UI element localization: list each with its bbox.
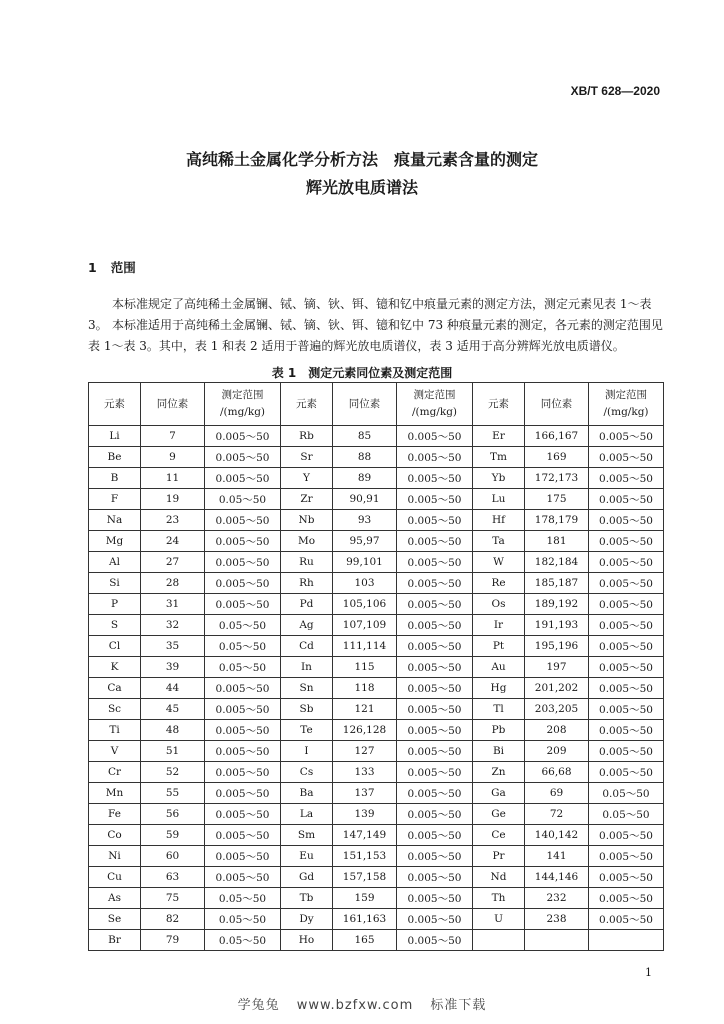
cell-element: Co <box>89 825 141 846</box>
cell-range: 0.005～50 <box>397 720 473 741</box>
footer <box>0 994 724 1013</box>
header-range <box>205 383 281 426</box>
cell-isotope: 93 <box>333 510 397 531</box>
cell-range: 0.05～50 <box>589 804 664 825</box>
header-range-label: 测定范围 <box>413 389 456 401</box>
cell-range: 0.005～50 <box>397 867 473 888</box>
table-header-row <box>89 383 664 426</box>
header-range <box>589 383 664 426</box>
cell-isotope: 191,193 <box>525 615 589 636</box>
standard-code: XB/T 628—2020 <box>570 84 660 98</box>
cell-element: Ca <box>89 678 141 699</box>
cell-isotope: 238 <box>525 909 589 930</box>
cell-element: Ru <box>281 552 333 573</box>
cell-isotope: 72 <box>525 804 589 825</box>
header-element: 元素 <box>281 383 333 426</box>
cell-element: Mo <box>281 531 333 552</box>
cell-element: Au <box>473 657 525 678</box>
cell-element: Se <box>89 909 141 930</box>
table-row <box>89 489 664 510</box>
cell-range: 0.005～50 <box>205 867 281 888</box>
cell-range: 0.005～50 <box>397 552 473 573</box>
cell-range: 0.005～50 <box>397 510 473 531</box>
cell-range: 0.005～50 <box>397 594 473 615</box>
cell-range: 0.005～50 <box>589 636 664 657</box>
cell-range: 0.005～50 <box>589 510 664 531</box>
cell-range <box>589 930 664 951</box>
cell-isotope: 169 <box>525 447 589 468</box>
cell-isotope: 44 <box>141 678 205 699</box>
cell-isotope: 189,192 <box>525 594 589 615</box>
cell-element: Ho <box>281 930 333 951</box>
cell-range: 0.005～50 <box>205 426 281 447</box>
cell-isotope: 133 <box>333 762 397 783</box>
cell-isotope: 99,101 <box>333 552 397 573</box>
cell-isotope: 48 <box>141 720 205 741</box>
cell-isotope: 157,158 <box>333 867 397 888</box>
cell-isotope: 175 <box>525 489 589 510</box>
header-element: 元素 <box>473 383 525 426</box>
cell-isotope: 165 <box>333 930 397 951</box>
table-row <box>89 552 664 573</box>
cell-isotope: 126,128 <box>333 720 397 741</box>
cell-isotope: 107,109 <box>333 615 397 636</box>
cell-element: Tm <box>473 447 525 468</box>
cell-element: Cd <box>281 636 333 657</box>
cell-isotope: 105,106 <box>333 594 397 615</box>
table-row <box>89 930 664 951</box>
cell-element: Sm <box>281 825 333 846</box>
table-row <box>89 615 664 636</box>
cell-range: 0.005～50 <box>397 846 473 867</box>
cell-range: 0.005～50 <box>397 762 473 783</box>
cell-element: Eu <box>281 846 333 867</box>
cell-isotope: 139 <box>333 804 397 825</box>
cell-element: La <box>281 804 333 825</box>
cell-element: Sn <box>281 678 333 699</box>
cell-range: 0.05～50 <box>205 657 281 678</box>
cell-range: 0.005～50 <box>397 447 473 468</box>
cell-range: 0.005～50 <box>589 615 664 636</box>
cell-element: Ge <box>473 804 525 825</box>
cell-isotope: 55 <box>141 783 205 804</box>
cell-element: Th <box>473 888 525 909</box>
cell-isotope: 89 <box>333 468 397 489</box>
cell-element: Sr <box>281 447 333 468</box>
cell-element: Pd <box>281 594 333 615</box>
cell-range: 0.005～50 <box>589 531 664 552</box>
cell-range: 0.005～50 <box>205 594 281 615</box>
table-row <box>89 888 664 909</box>
footer-slogan: 标准下载 <box>430 998 487 1013</box>
cell-element: Mn <box>89 783 141 804</box>
cell-isotope: 32 <box>141 615 205 636</box>
cell-range: 0.005～50 <box>205 699 281 720</box>
cell-element: Na <box>89 510 141 531</box>
cell-element: F <box>89 489 141 510</box>
element-table <box>88 382 664 951</box>
cell-isotope: 141 <box>525 846 589 867</box>
cell-element: W <box>473 552 525 573</box>
cell-isotope: 75 <box>141 888 205 909</box>
table-row <box>89 783 664 804</box>
cell-range: 0.005～50 <box>205 762 281 783</box>
cell-range: 0.005～50 <box>589 657 664 678</box>
cell-element: Cr <box>89 762 141 783</box>
cell-range: 0.005～50 <box>205 825 281 846</box>
cell-element: Ti <box>89 720 141 741</box>
cell-range: 0.005～50 <box>205 447 281 468</box>
cell-isotope: 63 <box>141 867 205 888</box>
cell-range: 0.005～50 <box>205 846 281 867</box>
section-heading <box>88 258 136 276</box>
cell-isotope: 90,91 <box>333 489 397 510</box>
cell-isotope: 19 <box>141 489 205 510</box>
cell-isotope: 140,142 <box>525 825 589 846</box>
cell-element: Nb <box>281 510 333 531</box>
cell-range: 0.005～50 <box>589 678 664 699</box>
cell-element: Si <box>89 573 141 594</box>
cell-range: 0.005～50 <box>397 636 473 657</box>
cell-isotope: 88 <box>333 447 397 468</box>
cell-element: Fe <box>89 804 141 825</box>
table-row <box>89 678 664 699</box>
cell-element: In <box>281 657 333 678</box>
cell-element: Re <box>473 573 525 594</box>
table-body <box>89 426 664 951</box>
header-range-label: 测定范围 <box>221 389 264 401</box>
cell-range: 0.005～50 <box>205 552 281 573</box>
cell-element: Zr <box>281 489 333 510</box>
cell-range: 0.005～50 <box>205 468 281 489</box>
cell-range: 0.005～50 <box>397 909 473 930</box>
cell-range: 0.005～50 <box>589 909 664 930</box>
cell-element: Cu <box>89 867 141 888</box>
cell-element: Hg <box>473 678 525 699</box>
table-row <box>89 657 664 678</box>
cell-range: 0.005～50 <box>589 426 664 447</box>
cell-range: 0.005～50 <box>589 552 664 573</box>
cell-element: Tl <box>473 699 525 720</box>
table-row <box>89 804 664 825</box>
cell-range: 0.005～50 <box>397 930 473 951</box>
cell-isotope: 209 <box>525 741 589 762</box>
header-isotope: 同位素 <box>525 383 589 426</box>
header-range-label: 测定范围 <box>605 389 647 401</box>
cell-isotope: 181 <box>525 531 589 552</box>
cell-range: 0.05～50 <box>205 489 281 510</box>
cell-isotope: 59 <box>141 825 205 846</box>
header-range-unit: /(mg/kg) <box>219 406 266 418</box>
cell-range: 0.005～50 <box>205 573 281 594</box>
cell-isotope: 197 <box>525 657 589 678</box>
table-row <box>89 510 664 531</box>
cell-element: S <box>89 615 141 636</box>
cell-isotope: 95,97 <box>333 531 397 552</box>
cell-isotope: 35 <box>141 636 205 657</box>
cell-range: 0.005～50 <box>589 594 664 615</box>
cell-isotope: 28 <box>141 573 205 594</box>
cell-range: 0.005～50 <box>589 447 664 468</box>
cell-range: 0.005～50 <box>589 888 664 909</box>
cell-isotope: 127 <box>333 741 397 762</box>
cell-isotope: 185,187 <box>525 573 589 594</box>
cell-element <box>473 930 525 951</box>
table-row <box>89 741 664 762</box>
cell-element: Al <box>89 552 141 573</box>
cell-isotope: 52 <box>141 762 205 783</box>
cell-range: 0.005～50 <box>589 867 664 888</box>
cell-range: 0.005～50 <box>205 741 281 762</box>
cell-isotope: 27 <box>141 552 205 573</box>
table-row <box>89 762 664 783</box>
cell-range: 0.05～50 <box>205 909 281 930</box>
cell-isotope: 9 <box>141 447 205 468</box>
cell-isotope: 56 <box>141 804 205 825</box>
cell-isotope: 39 <box>141 657 205 678</box>
cell-element: Ta <box>473 531 525 552</box>
cell-range: 0.005～50 <box>397 468 473 489</box>
cell-isotope: 66,68 <box>525 762 589 783</box>
cell-element: Te <box>281 720 333 741</box>
cell-isotope: 103 <box>333 573 397 594</box>
cell-element: V <box>89 741 141 762</box>
cell-range: 0.005～50 <box>589 468 664 489</box>
cell-element: P <box>89 594 141 615</box>
cell-isotope: 178,179 <box>525 510 589 531</box>
cell-range: 0.005～50 <box>397 531 473 552</box>
cell-element: Cs <box>281 762 333 783</box>
cell-range: 0.05～50 <box>205 930 281 951</box>
table-row <box>89 720 664 741</box>
cell-element: Lu <box>473 489 525 510</box>
cell-element: Pt <box>473 636 525 657</box>
table-row <box>89 636 664 657</box>
cell-element: Nd <box>473 867 525 888</box>
cell-element: Mg <box>89 531 141 552</box>
cell-isotope: 23 <box>141 510 205 531</box>
header-range-unit: /(mg/kg) <box>411 406 458 418</box>
cell-range: 0.005～50 <box>205 678 281 699</box>
cell-element: Tb <box>281 888 333 909</box>
cell-range: 0.005～50 <box>589 573 664 594</box>
cell-element: K <box>89 657 141 678</box>
table-row <box>89 867 664 888</box>
cell-isotope: 232 <box>525 888 589 909</box>
section-title: 范围 <box>110 260 136 275</box>
cell-range: 0.005～50 <box>589 741 664 762</box>
cell-isotope: 166,167 <box>525 426 589 447</box>
cell-range: 0.005～50 <box>397 699 473 720</box>
cell-range: 0.005～50 <box>397 783 473 804</box>
cell-isotope: 182,184 <box>525 552 589 573</box>
cell-range: 0.005～50 <box>589 489 664 510</box>
cell-isotope: 137 <box>333 783 397 804</box>
cell-element: Ag <box>281 615 333 636</box>
cell-element: Ni <box>89 846 141 867</box>
cell-element: Gd <box>281 867 333 888</box>
cell-element: Br <box>89 930 141 951</box>
document-title <box>0 146 724 202</box>
cell-isotope: 172,173 <box>525 468 589 489</box>
cell-range: 0.005～50 <box>205 510 281 531</box>
title-line-1: 高纯稀土金属化学分析方法 痕量元素含量的测定 <box>185 150 538 169</box>
cell-isotope: 161,163 <box>333 909 397 930</box>
cell-element: Bi <box>473 741 525 762</box>
cell-element: Dy <box>281 909 333 930</box>
cell-range: 0.005～50 <box>397 657 473 678</box>
cell-range: 0.005～50 <box>397 804 473 825</box>
cell-isotope: 121 <box>333 699 397 720</box>
cell-element: Cl <box>89 636 141 657</box>
table-row <box>89 447 664 468</box>
cell-element: Rh <box>281 573 333 594</box>
cell-range: 0.005～50 <box>589 846 664 867</box>
cell-element: Be <box>89 447 141 468</box>
cell-range: 0.005～50 <box>205 720 281 741</box>
cell-range: 0.005～50 <box>397 888 473 909</box>
cell-isotope: 60 <box>141 846 205 867</box>
scope-paragraph-1: 本标准规定了高纯稀土金属镧、铽、镝、钬、铒、镱和钇中痕量元素的测定方法，测定元素见表 1～表 3。 <box>88 297 652 332</box>
cell-isotope: 201,202 <box>525 678 589 699</box>
cell-range: 0.05～50 <box>205 615 281 636</box>
cell-isotope: 115 <box>333 657 397 678</box>
cell-range: 0.005～50 <box>397 825 473 846</box>
table-row <box>89 531 664 552</box>
cell-range: 0.005～50 <box>397 678 473 699</box>
cell-range: 0.05～50 <box>205 636 281 657</box>
table-row <box>89 594 664 615</box>
header-range <box>397 383 473 426</box>
title-line-2: 辉光放电质谱法 <box>305 178 418 197</box>
cell-isotope: 51 <box>141 741 205 762</box>
cell-range: 0.005～50 <box>205 531 281 552</box>
cell-element: Ba <box>281 783 333 804</box>
cell-element: Pr <box>473 846 525 867</box>
cell-range: 0.005～50 <box>397 615 473 636</box>
table-caption: 表 1 测定元素同位素及测定范围 <box>271 366 453 380</box>
cell-isotope: 11 <box>141 468 205 489</box>
cell-isotope: 159 <box>333 888 397 909</box>
cell-isotope: 85 <box>333 426 397 447</box>
cell-element: Ga <box>473 783 525 804</box>
header-isotope: 同位素 <box>333 383 397 426</box>
cell-element: Yb <box>473 468 525 489</box>
cell-isotope: 45 <box>141 699 205 720</box>
cell-range: 0.005～50 <box>589 825 664 846</box>
cell-element: I <box>281 741 333 762</box>
table-row <box>89 846 664 867</box>
cell-isotope: 208 <box>525 720 589 741</box>
cell-isotope: 203,205 <box>525 699 589 720</box>
cell-element: Ce <box>473 825 525 846</box>
cell-element: Ir <box>473 615 525 636</box>
cell-isotope: 82 <box>141 909 205 930</box>
cell-element: Li <box>89 426 141 447</box>
cell-range: 0.005～50 <box>589 720 664 741</box>
section-number: 1 <box>88 260 97 275</box>
table-row <box>89 699 664 720</box>
cell-range: 0.005～50 <box>397 489 473 510</box>
cell-element: Sb <box>281 699 333 720</box>
cell-element: Y <box>281 468 333 489</box>
cell-isotope: 151,153 <box>333 846 397 867</box>
cell-isotope: 144,146 <box>525 867 589 888</box>
cell-isotope: 79 <box>141 930 205 951</box>
cell-isotope: 147,149 <box>333 825 397 846</box>
page-number: 1 <box>645 966 652 979</box>
cell-element: Sc <box>89 699 141 720</box>
cell-range: 0.005～50 <box>205 783 281 804</box>
cell-element: Pb <box>473 720 525 741</box>
cell-range: 0.05～50 <box>589 783 664 804</box>
table-row <box>89 468 664 489</box>
cell-range: 0.005～50 <box>589 699 664 720</box>
cell-range: 0.005～50 <box>589 762 664 783</box>
cell-isotope: 24 <box>141 531 205 552</box>
cell-element: B <box>89 468 141 489</box>
cell-element: As <box>89 888 141 909</box>
cell-isotope <box>525 930 589 951</box>
cell-element: Hf <box>473 510 525 531</box>
table-row <box>89 909 664 930</box>
cell-isotope: 69 <box>525 783 589 804</box>
table-row <box>89 426 664 447</box>
cell-isotope: 7 <box>141 426 205 447</box>
table-row <box>89 573 664 594</box>
footer-site-name: 学兔兔 <box>237 998 280 1013</box>
cell-isotope: 195,196 <box>525 636 589 657</box>
cell-isotope: 111,114 <box>333 636 397 657</box>
header-isotope: 同位素 <box>141 383 205 426</box>
footer-url[interactable]: www.bzfxw.com <box>296 998 414 1013</box>
cell-isotope: 31 <box>141 594 205 615</box>
cell-element: Rb <box>281 426 333 447</box>
table-row <box>89 825 664 846</box>
cell-isotope: 118 <box>333 678 397 699</box>
header-range-unit: /(mg/kg) <box>603 406 649 418</box>
cell-element: Zn <box>473 762 525 783</box>
cell-range: 0.005～50 <box>397 573 473 594</box>
header-element: 元素 <box>89 383 141 426</box>
scope-paragraph-2: 本标准适用于高纯稀土金属镧、铽、镝、钬、铒、镱和钇中 73 种痕量元素的测定，各元素的测定范围见表 1～表 3。其中，表 1 和表 2 适用于普遍的辉光放电质谱仪，表 3 适用于高分辨辉光放电质谱仪。 <box>88 318 663 353</box>
cell-element: Os <box>473 594 525 615</box>
cell-element: U <box>473 909 525 930</box>
cell-element: Er <box>473 426 525 447</box>
cell-range: 0.005～50 <box>397 426 473 447</box>
cell-range: 0.05～50 <box>205 888 281 909</box>
cell-range: 0.005～50 <box>397 741 473 762</box>
cell-range: 0.005～50 <box>205 804 281 825</box>
